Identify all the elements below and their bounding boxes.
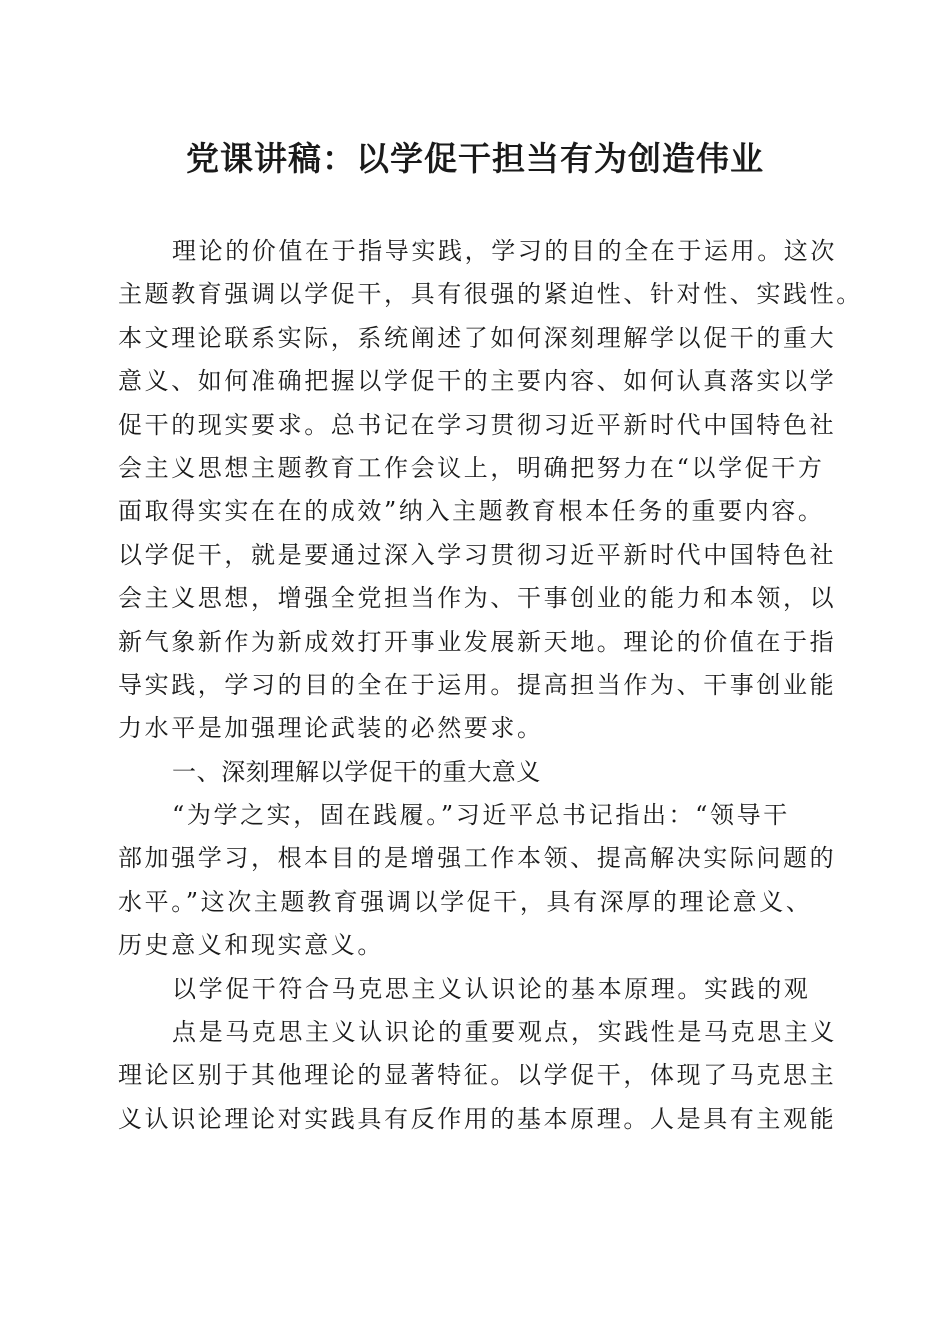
paragraph-line: 意义、如何准确把握以学促干的主要内容、如何认真落实以学 <box>118 367 837 396</box>
document-title: 党课讲稿：以学促干担当有为创造伟业 <box>186 139 764 178</box>
paragraph-line: 以学促干符合马克思主义认识论的基本原理。实践的观 <box>172 974 811 1003</box>
document-body <box>118 230 863 1141</box>
paragraph-line: “为学之实，固在践履。”习近平总书记指出：“领导干 <box>172 801 790 830</box>
section-heading: 一、深刻理解以学促干的重大意义 <box>172 757 541 786</box>
paragraph-line: 会主义思想主题教育工作会议上，明确把努力在“以学促干方 <box>118 453 825 482</box>
paragraph-line: 历史意义和现实意义。 <box>118 931 384 960</box>
paragraph-line: 理论区别于其他理论的显著特征。以学促干，体现了马克思主 <box>118 1061 837 1090</box>
paragraph-line: 促干的现实要求。总书记在学习贯彻习近平新时代中国特色社 <box>118 410 837 439</box>
paragraph-line: 导实践，学习的目的全在于运用。提高担当作为、干事创业能 <box>118 670 837 699</box>
paragraph-line: 理论的价值在于指导实践，学习的目的全在于运用。这次 <box>172 237 837 265</box>
paragraph-line: 会主义思想，增强全党担当作为、干事创业的能力和本领，以 <box>118 584 837 613</box>
paragraph-line: 水平。”这次主题教育强调以学促干，具有深厚的理论意义、 <box>118 887 813 916</box>
paragraph-line: 主题教育强调以学促干，具有很强的紧迫性、针对性、实践性。 <box>118 280 863 309</box>
paragraph-line: 以学促干，就是要通过深入学习贯彻习近平新时代中国特色社 <box>118 540 837 569</box>
paragraph-line: 义认识论理论对实践具有反作用的基本原理。人是具有主观能 <box>118 1104 837 1133</box>
paragraph-line: 部加强学习，根本目的是增强工作本领、提高解决实际问题的 <box>118 844 837 873</box>
paragraph-line: 新气象新作为新成效打开事业发展新天地。理论的价值在于指 <box>118 627 837 656</box>
paragraph-line: 本文理论联系实际，系统阐述了如何深刻理解学以促干的重大 <box>118 323 837 352</box>
paragraph-line: 面取得实实在在的成效”纳入主题教育根本任务的重要内容。 <box>118 497 825 526</box>
paragraph-line: 点是马克思主义认识论的重要观点，实践性是马克思主义 <box>172 1018 837 1047</box>
paragraph-line: 力水平是加强理论武装的必然要求。 <box>118 714 544 743</box>
